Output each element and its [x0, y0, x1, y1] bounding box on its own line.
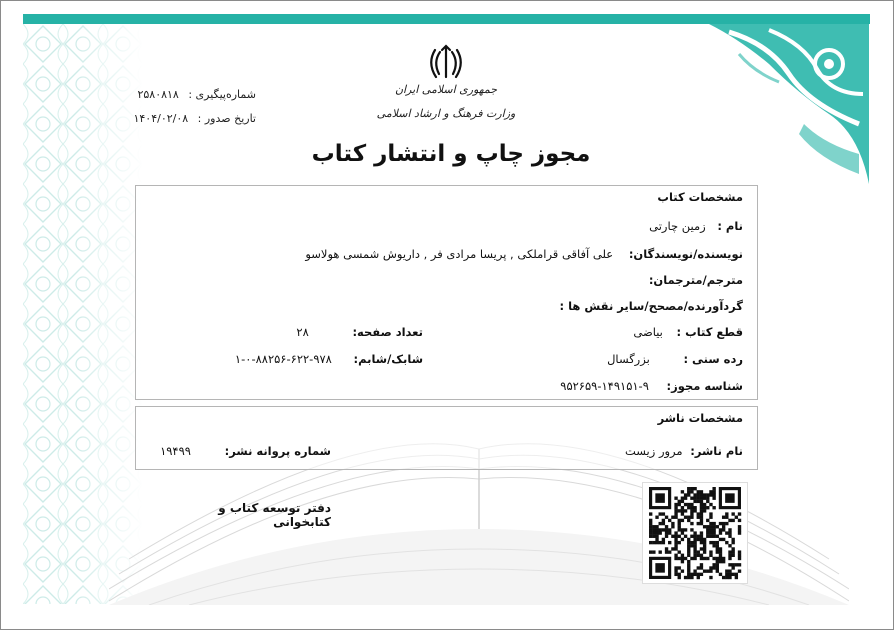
publisher-license-label: شماره پروانه نشر:: [224, 444, 331, 458]
qr-code-icon: [642, 482, 748, 584]
age-label: رده سنی :: [683, 352, 743, 366]
issue-date: [133, 112, 256, 125]
org-line-republic: جمهوری اسلامی ایران: [394, 83, 498, 96]
format-row: [633, 325, 743, 339]
publisher-license-row: [160, 444, 331, 458]
authors-label: نویسنده/نویسندگان:: [628, 247, 743, 261]
permit-id-row: [560, 379, 743, 393]
publisher-section-title: مشخصات ناشر: [657, 411, 743, 425]
format-value: بیاضی: [633, 325, 663, 339]
issuing-office: دفتر توسعه کتاب و کتابخوانی: [218, 501, 331, 529]
publisher-license-value: ۱۹۴۹۹: [160, 444, 191, 458]
publisher-name-label: نام ناشر:: [690, 444, 743, 458]
pages-value: ۲۸: [296, 325, 309, 339]
authors-row: [305, 247, 743, 261]
iran-emblem-icon: [427, 44, 465, 82]
compiler-label: گردآورنده/مصحح/سایر نقش ها :: [559, 299, 743, 313]
top-accent-bar: [23, 14, 870, 24]
issue-date-label: تاریخ صدور :: [197, 112, 256, 125]
issue-date-value: ۱۴۰۴/۰۲/۰۸: [133, 112, 189, 125]
publisher-name-row: [625, 444, 743, 458]
isbn-label: شابک/شابم:: [353, 352, 423, 366]
isbn-value: ۹۷۸-۶۲۲-۸۸۲۵۶-۰-۱: [234, 352, 332, 366]
tracking-value: ۲۵۸۰۸۱۸: [137, 88, 179, 101]
pages-label: تعداد صفحه:: [352, 325, 423, 339]
book-name-row: [649, 219, 743, 233]
tracking-number: [137, 88, 256, 101]
tracking-label: شماره‌پیگیری :: [188, 88, 256, 101]
authors-value: علی آفاقی قراملکی , پریسا مرادی فر , داریوش شمسی هولاسو: [305, 247, 614, 261]
org-line-ministry: وزارت فرهنگ و ارشاد اسلامی: [376, 107, 516, 120]
book-section-title: مشخصات کتاب: [657, 190, 743, 204]
isbn-row: [235, 352, 423, 366]
age-row: [607, 352, 743, 366]
corner-ornament: [709, 24, 869, 184]
pages-row: [296, 325, 423, 339]
permit-id-label: شناسه مجوز:: [666, 379, 743, 393]
book-info-section: [135, 185, 758, 400]
permit-id-value: ۹-۱۴۹۱۵۱-۹۵۲۶۵۹: [560, 379, 649, 393]
book-name-value: زمین چارتی: [649, 219, 706, 233]
age-value: بزرگسال: [607, 352, 650, 366]
book-name-label: نام :: [717, 219, 743, 233]
translator-label: مترجم/مترجمان:: [648, 273, 743, 287]
format-label: قطع کتاب :: [676, 325, 743, 339]
page-title: مجوز چاپ و انتشار کتاب: [311, 141, 591, 167]
publisher-name-value: مرور زیست: [624, 444, 683, 458]
